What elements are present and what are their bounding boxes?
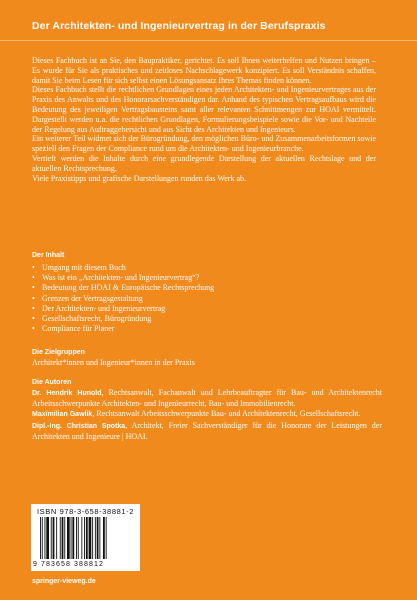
bullet-icon: • bbox=[32, 303, 35, 313]
bullet-icon: • bbox=[32, 293, 35, 303]
intro-paragraph-3: Ein weiterer Teil widmet sich der Bürogründung, den möglichen Büro- und Zusammenarbeitsformen sowie speziell den Fragen der Compliance rund um die Architekten- und Ingenieurbranche. bbox=[32, 134, 376, 154]
list-item: • Gesellschaftsrecht, Bürogründung bbox=[32, 314, 152, 324]
barcode-stripe bbox=[45, 517, 46, 559]
bullet-icon: • bbox=[32, 314, 35, 324]
barcode-stripe bbox=[72, 517, 74, 559]
barcode-stripe bbox=[60, 517, 61, 559]
barcode-stripe bbox=[56, 517, 57, 559]
barcode-stripe bbox=[62, 517, 64, 559]
intro-paragraph-1: Dieses Fachbuch ist an Sie, den Baupraktiker, gerichtet. Es soll Ihnen weiterhelfen und Nutzen bringen – Es wurde für Sie als praktisches und zeitloses Nachschlagewerk konzipiert. Es soll Verständnis schaffen, damit Sie beim Lesen für sich selbst einen Lösungsansatz Ihres Themas finden können. bbox=[32, 56, 376, 85]
barcode-stripe bbox=[89, 517, 92, 559]
author-entry: Maximilian Gawlik, Rechtsanwalt Arbeitsschwerpunkte Bau- und Architektenrecht, Gesellschaftsrecht. bbox=[32, 409, 361, 419]
contents-heading: Der Inhalt bbox=[32, 252, 65, 259]
list-item: • Grenzen der Vertragsgestaltung bbox=[32, 293, 143, 303]
author-name: Dipl.-Ing. Christian Spotka bbox=[32, 422, 126, 430]
barcode-stripe bbox=[92, 517, 93, 559]
author-entry: Dipl.-Ing. Christian Spotka, Architekt, Freier Sachverständiger für die Honorare der Leistungen der Architekten und Ingenieure | HOAI. bbox=[32, 420, 382, 441]
author-name: Maximilian Gawlik bbox=[32, 411, 93, 419]
barcode-stripe bbox=[86, 517, 88, 559]
authors-heading: Die Autoren bbox=[32, 379, 72, 386]
bullet-icon: • bbox=[32, 324, 35, 334]
barcode-stripe bbox=[71, 517, 72, 559]
intro-paragraph-5: Viele Praxistipps und grafische Darstellungen runden das Werk ab. bbox=[32, 173, 247, 183]
audience-section bbox=[32, 348, 382, 368]
contents-section bbox=[32, 251, 382, 334]
barcode-stripe bbox=[64, 517, 65, 559]
contents-list bbox=[32, 263, 382, 334]
audience-text: Architekt*innen und Ingenieur*innen in der Praxis bbox=[32, 358, 195, 367]
description bbox=[32, 56, 376, 183]
barcode-stripe bbox=[99, 517, 100, 559]
publisher-website: springer-vieweg.de bbox=[32, 578, 96, 585]
list-item: • Compliance für Planer bbox=[32, 324, 115, 334]
barcode-stripe bbox=[81, 517, 82, 559]
barcode-stripe bbox=[53, 517, 55, 559]
barcode-stripe bbox=[46, 517, 49, 559]
barcode-stripe bbox=[84, 517, 85, 559]
barcode-stripe bbox=[40, 517, 41, 559]
barcode bbox=[31, 504, 140, 571]
intro-paragraph-2: Dieses Fachbuch stellt die rechtlichen Grundlagen eines jeden Architekten- und Ingenieurvertrages aus der Praxis des Anwalts und des Honorarsachverständigen dar. Anhand des typischen Vertragsaufbaus wird die Bedeutung des jeweiligen Vertragsbausteins samt aller relevanten Schnittmengen zur HOAI vermittelt. Dargestellt werden u.a. die rechtlichen Grundlagen, Formulierungsbeispiele sowie die Vor- und Nachteile der Regelung aus Auftraggebersicht und aus Sicht des Architekten und Ingenieurs. bbox=[32, 85, 376, 134]
audience-heading: Die Zielgruppen bbox=[32, 349, 85, 356]
barcode-stripe bbox=[51, 517, 52, 559]
authors-section bbox=[32, 378, 382, 442]
list-item: • Umgang mit diesem Buch bbox=[32, 263, 126, 272]
barcode-stripe bbox=[67, 517, 70, 559]
book-title: Der Architekten- und Ingenieurvertrag in der Berufspraxis bbox=[32, 20, 326, 32]
list-item: • Der Architekten- und Ingenieurvertrag bbox=[32, 303, 166, 313]
list-item: • Bedeutung der HOAI & Europäische Rechtsprechung bbox=[32, 283, 215, 293]
isbn-label: ISBN 978-3-658-38881-2 bbox=[37, 507, 135, 516]
list-item: • Was ist ein „Architekten- und Ingenieurvertrag“? bbox=[32, 273, 200, 283]
barcode-stripe bbox=[78, 517, 79, 559]
bullet-icon: • bbox=[32, 263, 35, 272]
barcode-stripe bbox=[95, 517, 96, 559]
barcode-digits: 9 783658 388812 bbox=[33, 561, 104, 568]
author-entry: Dr. Hendrik Hunold, Rechtsanwalt, Fachanwalt und Lehrbeauftragter für Bau- und Architektenrecht Arbeitsschwerpunkte Architekten- und Ingenieurrecht, Bau- und Immobilienrecht. bbox=[32, 388, 382, 409]
barcode-stripe bbox=[103, 517, 105, 559]
barcode-stripe bbox=[106, 517, 107, 559]
title-divider bbox=[0, 40, 417, 41]
barcode-bars bbox=[40, 517, 134, 559]
author-name: Dr. Hendrik Hunold bbox=[32, 390, 102, 397]
barcode-stripe bbox=[76, 517, 77, 559]
bullet-icon: • bbox=[32, 273, 35, 283]
barcode-stripe bbox=[97, 517, 99, 559]
intro-paragraph-4: Vertieft werden die Inhalte durch eine grundlegende Darstellung der aktuellen Rechtslage und der aktuellen Rechtsprechung. bbox=[32, 153, 376, 173]
bullet-icon: • bbox=[32, 283, 35, 293]
barcode-stripe bbox=[42, 517, 43, 559]
